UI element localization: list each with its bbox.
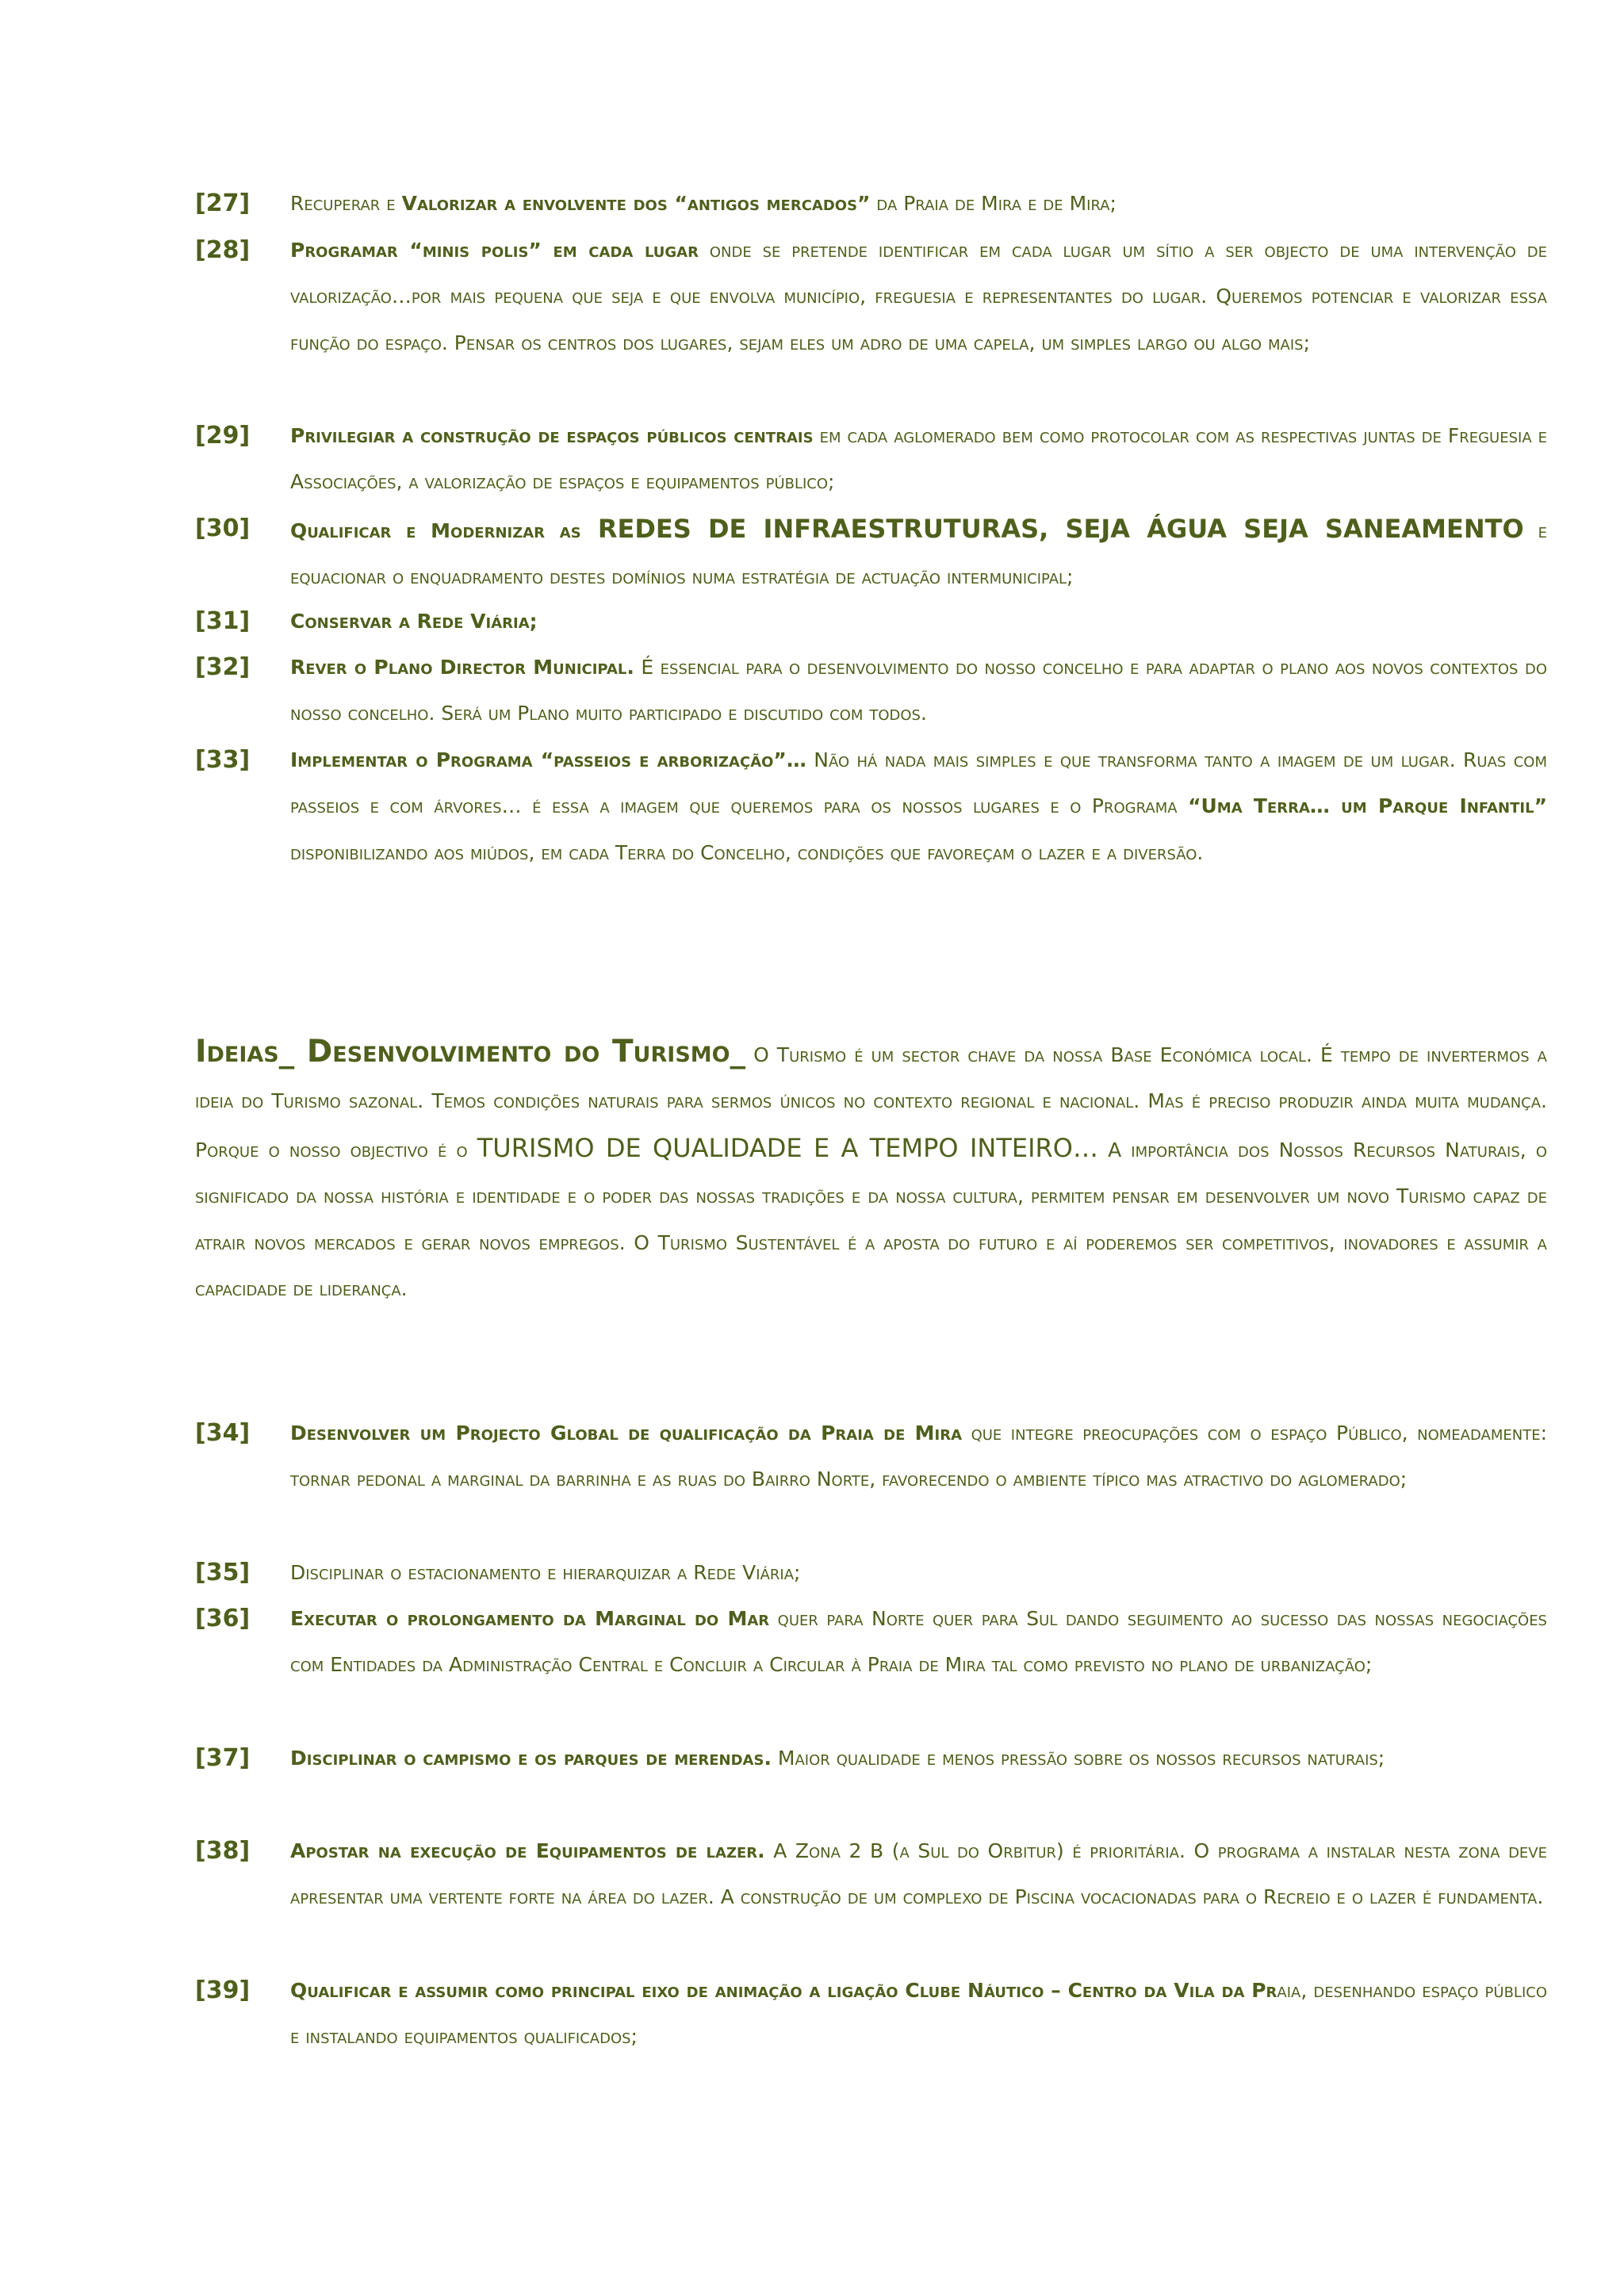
item-number: [37] [195, 1744, 251, 1772]
item-number: [32] [195, 653, 251, 681]
item-number: [36] [195, 1605, 251, 1632]
item-number: [28] [195, 236, 251, 264]
item-text: Qualificar e assumir como principal eixo de animação a ligação Clube Náutico – Centro da Vila da Praia, desenhando espaço público e instalando equipamentos qualificados; [290, 1979, 1547, 2049]
item-text: Desenvolver um Projecto Global de qualificação da Praia de Mira que integre preocupações com o espaço Público, nomeadamente: tornar pedonal a marginal da barrinha e as ruas do Bairro Norte, favorecendo o ambiente típico mas atractivo do aglomerado; [290, 1422, 1548, 1491]
item-text: Recuperar e Valorizar a envolvente dos “antigos mercados” da Praia de Mira e de Mira; [290, 192, 1116, 215]
item-number: [38] [195, 1837, 251, 1865]
item-text: Programar “minis polis” em cada lugar onde se pretende identificar em cada lugar um sítio a ser objecto de uma intervenção de valorização…por mais pequena que seja e que envolva município, freguesia e representantes do lugar. Queremos potenciar e valorizar essa função do espaço. Pensar os centros dos lugares, sejam eles um adro de uma capela, um simples largo ou algo mais; [290, 239, 1548, 354]
item-text: Implementar o Programa “passeios e arborização”… Não há nada mais simples e que transforma tanto a imagem de um lugar. Ruas com passeios e com árvores… é essa a imagem que queremos para os nossos lugares e o Programa “Uma Terra… um Parque Infantil” disponibilizando aos miúdos, em cada Terra do Concelho, condições que favoreçam o lazer e a diversão. [290, 748, 1547, 864]
item-number: [27] [195, 189, 251, 217]
item-text: Apostar na execução de Equipamentos de lazer. A Zona 2 B (a Sul do Orbitur) é prioritária. O programa a instalar nesta zona deve apresentar uma vertente forte na área do lazer. A construção de um complexo de Piscina vocacionadas para o Recreio e o lazer é fundamenta. [290, 1839, 1547, 1909]
item-text: Privilegiar a construção de espaços públicos centrais em cada aglomerado bem como protocolar com as respectivas juntas de Freguesia e Associações, a valorização de espaços e equipamentos público; [290, 424, 1547, 494]
tourism-ideas-paragraph: Ideias_ Desenvolvimento do Turismo_ O Turismo é um sector chave da nossa Base Económica local. É tempo de invertermos a ideia do Turismo sazonal. Temos condições naturais para sermos únicos no contexto regional e nacional. Mas é preciso produzir ainda muita mudança. Porque o nosso objectivo é o TURISMO DE QUALIDADE E A TEMPO INTEIRO… A importância dos Nossos Recursos Naturais, o significado da nossa história e identidade e o poder das nossas tradições e da nossa cultura, permitem pensar em desenvolver um novo Turismo capaz de atrair novos mercados e gerar novos empregos. O Turismo Sustentável é a aposta do futuro e aí poderemos ser competitivos, inovadores e assumir a capacidade de liderança. [195, 1034, 1548, 1301]
item-text: Executar o prolongamento da Marginal do Mar quer para Norte quer para Sul dando seguimento ao sucesso das nossas negociações com Entidades da Administração Central e Concluir a Circular à Praia de Mira tal como previsto no plano de urbanização; [290, 1607, 1547, 1677]
item-text: Disciplinar o campismo e os parques de merendas. Maior qualidade e menos pressão sobre os nossos recursos naturais; [290, 1747, 1385, 1770]
item-text: Qualificar e Modernizar as REDES DE INFRAESTRUTURAS, SEJA ÁGUA SEJA SANEAMENTO e equacionar o enquadramento destes domínios numa estratégia de actuação intermunicipal; [290, 514, 1548, 589]
item-number: [29] [195, 422, 251, 450]
item-text: Disciplinar o estacionamento e hierarquizar a Rede Viária; [290, 1561, 801, 1584]
item-number: [31] [195, 607, 251, 635]
item-text: Rever o Plano Director Municipal. É essencial para o desenvolvimento do nosso concelho e para adaptar o plano aos novos contextos do nosso concelho. Será um Plano muito participado e discutido com todos. [290, 656, 1547, 725]
item-number: [35] [195, 1559, 251, 1586]
section-title: Ideias_ Desenvolvimento do Turismo_ [195, 1034, 746, 1070]
item-number: [34] [195, 1419, 251, 1447]
item-number: [33] [195, 746, 251, 774]
item-number: [39] [195, 1976, 251, 2004]
item-number: [30] [195, 515, 251, 542]
item-text: Conservar a Rede Viária; [290, 610, 538, 633]
